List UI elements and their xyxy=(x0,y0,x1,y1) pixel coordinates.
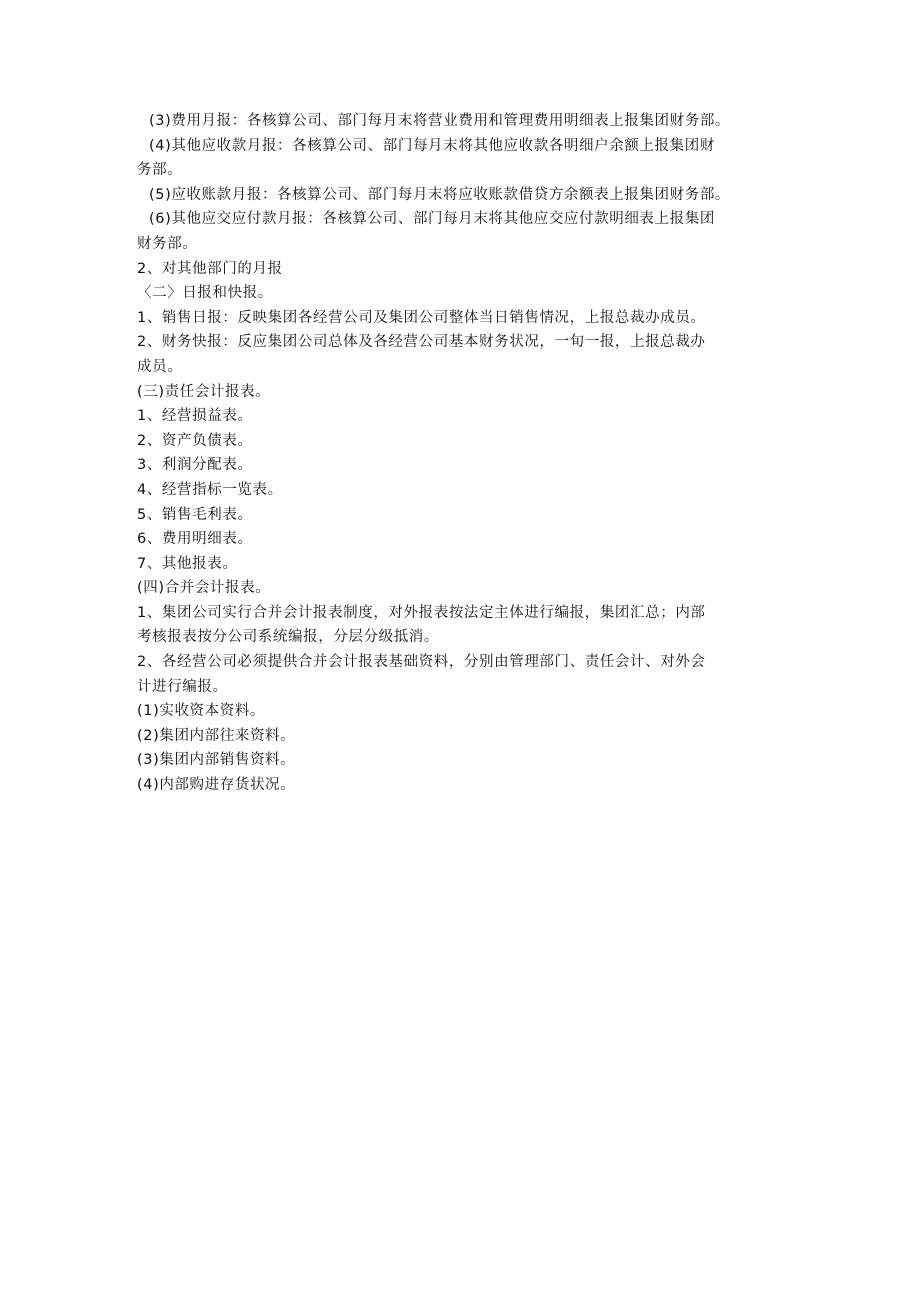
list-item: (3)集团内部销售资料。 xyxy=(137,752,296,769)
text-line: (5)应收账款月报：各核算公司、部门每月末将应收账款借贷方余额表上报集团财务部。 xyxy=(149,186,731,203)
text-line: 2、财务快报：反应集团公司总体及各经营公司基本财务状况，一旬一报，上报总裁办 xyxy=(137,334,706,351)
list-item: 2、资产负债表。 xyxy=(137,432,253,449)
text-line: 1、集团公司实行合并会计报表制度，对外报表按法定主体进行编报，集团汇总；内部 xyxy=(137,604,706,621)
list-item: (2)集团内部往来资料。 xyxy=(137,727,296,744)
text-line: 2、各经营公司必须提供合并会计报表基础资料，分别由管理部门、责任会计、对外会 xyxy=(137,654,706,671)
text-line: 考核报表按分公司系统编报，分层分级抵消。 xyxy=(137,629,439,646)
text-line: 财务部。 xyxy=(137,235,198,252)
list-item: 7、其他报表。 xyxy=(137,555,238,572)
section-heading: (三)责任会计报表。 xyxy=(137,383,271,400)
text-line: 成员。 xyxy=(137,358,183,375)
list-item: (4)内部购进存货状况。 xyxy=(137,777,296,794)
list-item: 4、经营指标一览表。 xyxy=(137,481,283,498)
text-line: (3)费用月报：各核算公司、部门每月末将营业费用和管理费用明细表上报集团财务部。 xyxy=(149,113,731,129)
section-heading: 〈二〉日报和快报。 xyxy=(137,285,273,302)
section-heading: (四)合并会计报表。 xyxy=(137,580,271,597)
text-line: (4)其他应收款月报：各核算公司、部门每月末将其他应收款各明细户余额上报集团财 xyxy=(149,137,715,154)
text-line: 1、销售日报：反映集团各经营公司及集团公司整体当日销售情况，上报总裁办成员。 xyxy=(137,309,706,326)
list-item: 5、销售毛利表。 xyxy=(137,506,253,523)
list-item: 1、经营损益表。 xyxy=(137,408,253,425)
text-line: 计进行编报。 xyxy=(137,678,228,695)
list-item: (1)实收资本资料。 xyxy=(137,703,266,720)
text-line: 务部。 xyxy=(137,162,183,179)
list-item: 6、费用明细表。 xyxy=(137,531,253,548)
section-heading: 2、对其他部门的月报 xyxy=(137,260,283,277)
list-item: 3、利润分配表。 xyxy=(137,457,253,474)
text-line: (6)其他应交应付款月报：各核算公司、部门每月末将其他应交应付款明细表上报集团 xyxy=(149,211,715,228)
document-body xyxy=(137,109,817,798)
